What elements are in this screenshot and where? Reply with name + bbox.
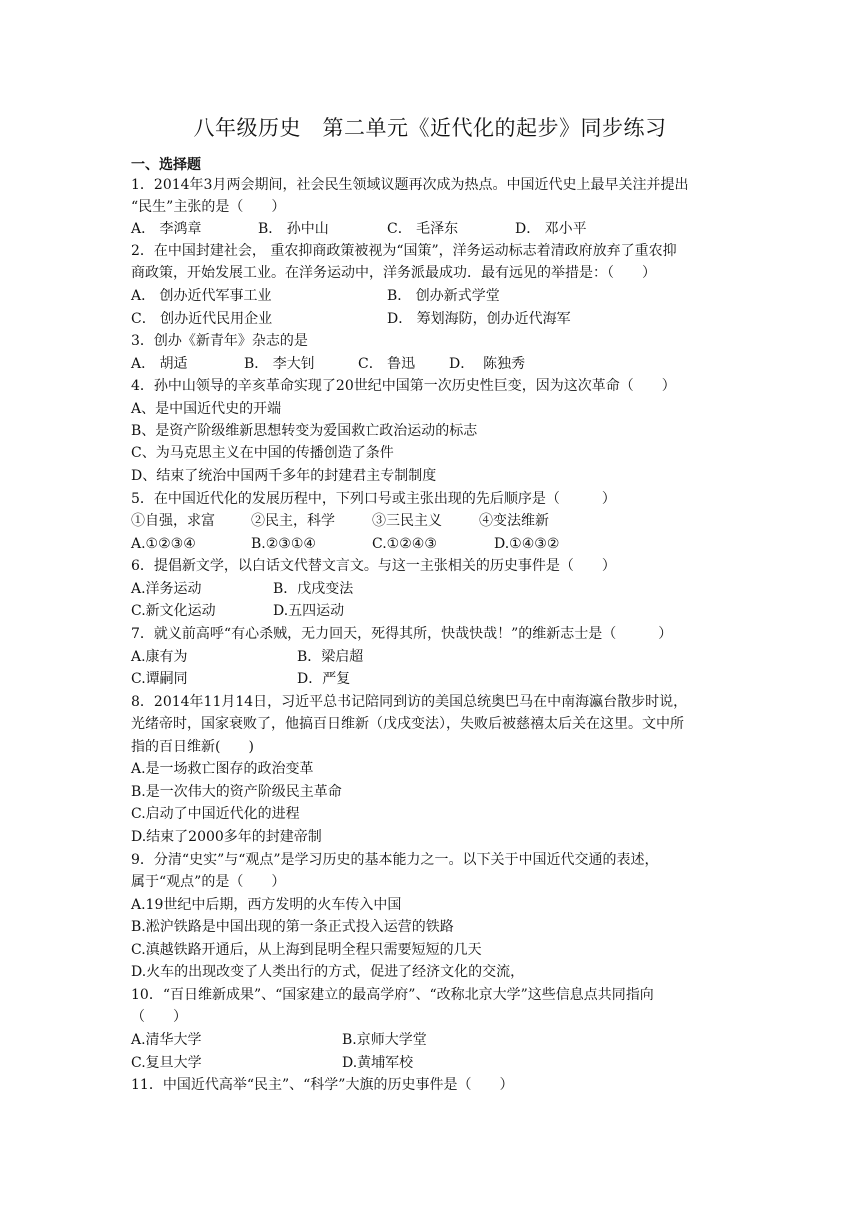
question-9-stem: 属于“观点”的是（ ） [131, 874, 286, 890]
question-8-stem: 8．2014年11月14日，习近平总书记陪同到访的美国总统奥巴马在中南海瀛台散步时说， [131, 694, 688, 710]
option-a: A． 创办近代军事工业 [131, 288, 272, 304]
option-b: B.②③①④ [251, 536, 316, 552]
option-d: D.结束了2000多年的封建帝制 [131, 829, 322, 845]
option-a: A.洋务运动 [131, 581, 202, 597]
option-b: B．梁启超 [297, 649, 364, 665]
question-2-stem: 商政策，开始发展工业。在洋务运动中，洋务派最成功．最有远见的举措是：（ ） [131, 265, 656, 281]
item-4: ④变法维新 [479, 513, 549, 529]
option-d: D.火车的出现改变了人类出行的方式，促进了经济文化的交流， [131, 964, 525, 980]
question-1-stem: 1．2014年3月两会期间，社会民生领域议题再次成为热点。中国近代史上最早关注并提出 [131, 177, 689, 193]
option-c: C.复旦大学 [131, 1055, 202, 1071]
option-a: A.是一场救亡图存的政治变革 [131, 761, 314, 777]
option-b: B．戊戌变法 [273, 581, 354, 597]
option-b: B.淞沪铁路是中国出现的第一条正式投入运营的铁路 [131, 919, 454, 935]
option-b: B． 孙中山 [258, 221, 329, 237]
option-d: D．严复 [297, 671, 351, 687]
document-title: 八年级历史 第二单元《近代化的起步》同步练习 [193, 116, 667, 140]
question-2-stem: 2．在中国封建社会， 重农抑商政策被视为“国策”，洋务运动标志着清政府放弃了重农抑 [131, 243, 677, 259]
option-a: A.19世纪中后期，西方发明的火车传入中国 [131, 897, 402, 913]
question-11-stem: 11．中国近代高举“民主”、“科学”大旗的历史事件是（ ） [131, 1077, 514, 1093]
option-d: D． 邓小平 [515, 221, 587, 237]
option-d: D． 筹划海防，创办近代海军 [387, 311, 571, 327]
question-10-stem: 10．“百日维新成果”、“国家建立的最高学府”、“改称北京大学”这些信息点共同指向 [131, 987, 654, 1003]
option-b: B、是资产阶级维新思想转变为爱国救亡政治运动的标志 [131, 423, 478, 439]
question-10-stem: （ ） [131, 1009, 187, 1025]
question-9-stem: 9．分清“史实”与“观点”是学习历史的基本能力之一。以下关于中国近代交通的表述， [131, 852, 659, 868]
section-heading: 一、选择题 [131, 157, 201, 173]
option-d: D、结束了统治中国两千多年的封建君主专制制度 [131, 468, 437, 484]
option-b: B.是一次伟大的资产阶级民主革命 [131, 784, 342, 800]
option-a: A.①②③④ [131, 536, 196, 552]
option-b: B． 创办新式学堂 [387, 288, 500, 304]
option-a: A.清华大学 [131, 1032, 202, 1048]
question-8-stem: 指的百日维新( ) [131, 739, 254, 755]
option-c: C． 创办近代民用企业 [131, 311, 273, 327]
option-c: C.①②④③ [372, 536, 437, 552]
option-d: D.①④③② [494, 536, 560, 552]
option-d: D． 陈独秀 [449, 356, 526, 372]
option-b: B． 李大钊 [244, 356, 315, 372]
question-5-stem: 5．在中国近代化的发展历程中，下列口号或主张出现的先后顺序是（ ） [131, 491, 616, 507]
option-b: B.京师大学堂 [342, 1032, 427, 1048]
item-1: ①自强，求富 [131, 513, 215, 529]
question-4-stem: 4．孙中山领导的辛亥革命实现了20世纪中国第一次历史性巨变，因为这次革命（ ） [131, 378, 676, 394]
option-a: A、是中国近代史的开端 [131, 401, 282, 417]
option-a: A． 胡适 [131, 356, 188, 372]
question-7-stem: 7．就义前高呼“有心杀贼，无力回天，死得其所，快哉快哉！”的维新志士是（ ） [131, 626, 673, 642]
item-2: ②民主，科学 [251, 513, 335, 529]
option-c: C、为马克思主义在中国的传播创造了条件 [131, 445, 394, 461]
option-d: D.五四运动 [273, 603, 345, 619]
question-1-stem: “民生”主张的是（ ） [131, 199, 286, 215]
question-3-stem: 3．创办《新青年》杂志的是 [131, 333, 308, 349]
option-c: C.谭嗣同 [131, 671, 188, 687]
option-c: C.新文化运动 [131, 603, 216, 619]
question-6-stem: 6．提倡新文学，以白话文代替文言文。与这一主张相关的历史事件是（ ） [131, 558, 616, 574]
option-c: C.启动了中国近代化的进程 [131, 806, 300, 822]
option-a: A.康有为 [131, 649, 188, 665]
option-c: C． 毛泽东 [387, 221, 459, 237]
option-a: A． 李鸿章 [131, 221, 202, 237]
option-d: D.黄埔军校 [342, 1055, 414, 1071]
question-8-stem: 光绪帝时，国家衰败了，他搞百日维新（戊戌变法），失败后被慈禧太后关在这里。文中所 [131, 716, 684, 732]
option-c: C． 鲁迅 [358, 356, 416, 372]
item-3: ③三民主义 [372, 513, 442, 529]
option-c: C.滇越铁路开通后，从上海到昆明全程只需要短短的几天 [131, 942, 482, 958]
